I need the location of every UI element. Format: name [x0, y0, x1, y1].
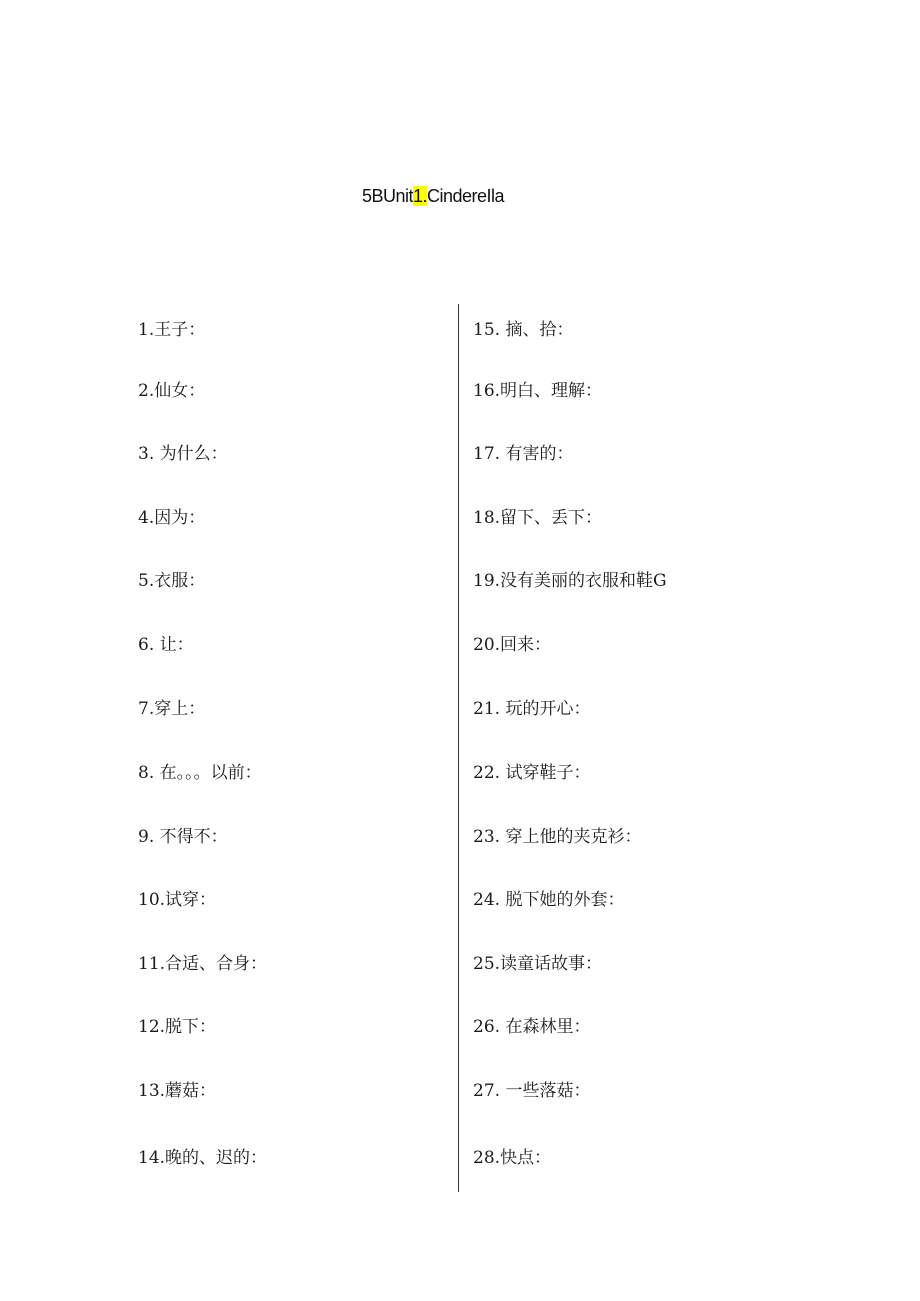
vocab-item: 9. 不得不：: [138, 827, 228, 847]
vocab-item: 22. 试穿鞋子：: [473, 763, 591, 783]
vocab-item: 23. 穿上他的夹克衫：: [473, 827, 642, 847]
vocab-item: 5.衣服：: [138, 571, 206, 591]
column-divider: [458, 304, 459, 1192]
page-title: [0, 186, 866, 207]
vocab-item: 14.晚的、迟的：: [138, 1148, 268, 1168]
vocab-item: 19.没有美丽的衣服和鞋G: [473, 571, 667, 591]
vocab-item: 6. 让：: [138, 635, 194, 655]
vocab-item: 25.读童话故事：: [473, 954, 603, 974]
vocab-item: 16.明白、理解：: [473, 381, 603, 401]
vocab-item: 3. 为什么：: [138, 444, 228, 464]
vocab-item: 11.合适、合身：: [138, 954, 268, 974]
vocab-item: 10.试穿：: [138, 890, 217, 910]
vocab-item: 24. 脱下她的外套：: [473, 890, 625, 910]
vocab-item: 8. 在。。。以前：: [138, 763, 262, 783]
vocab-item: 17. 有害的：: [473, 444, 574, 464]
vocab-item: 28.快点：: [473, 1148, 552, 1168]
vocab-item: 13.蘑菇：: [138, 1081, 217, 1101]
vocab-item: 4.因为：: [138, 508, 206, 528]
title-prefix: 5BUnit: [361, 186, 413, 206]
vocab-item: 12.脱下：: [138, 1017, 217, 1037]
vocab-item: 21. 玩的开心：: [473, 699, 591, 719]
title-highlight: 1.: [412, 186, 427, 206]
vocab-item: 7.穿上：: [138, 699, 206, 719]
vocab-item: 2.仙女：: [138, 381, 206, 401]
vocab-item: 20.回来：: [473, 635, 552, 655]
vocab-item: 27. 一些落菇：: [473, 1081, 591, 1101]
title-suffix: CindereIla: [427, 186, 505, 206]
vocab-item: 15. 摘、拾：: [473, 320, 574, 340]
vocab-item: 18.留下、丢下：: [473, 508, 603, 528]
vocab-item: 26. 在森林里：: [473, 1017, 591, 1037]
vocab-item: 1.王子：: [138, 320, 206, 340]
